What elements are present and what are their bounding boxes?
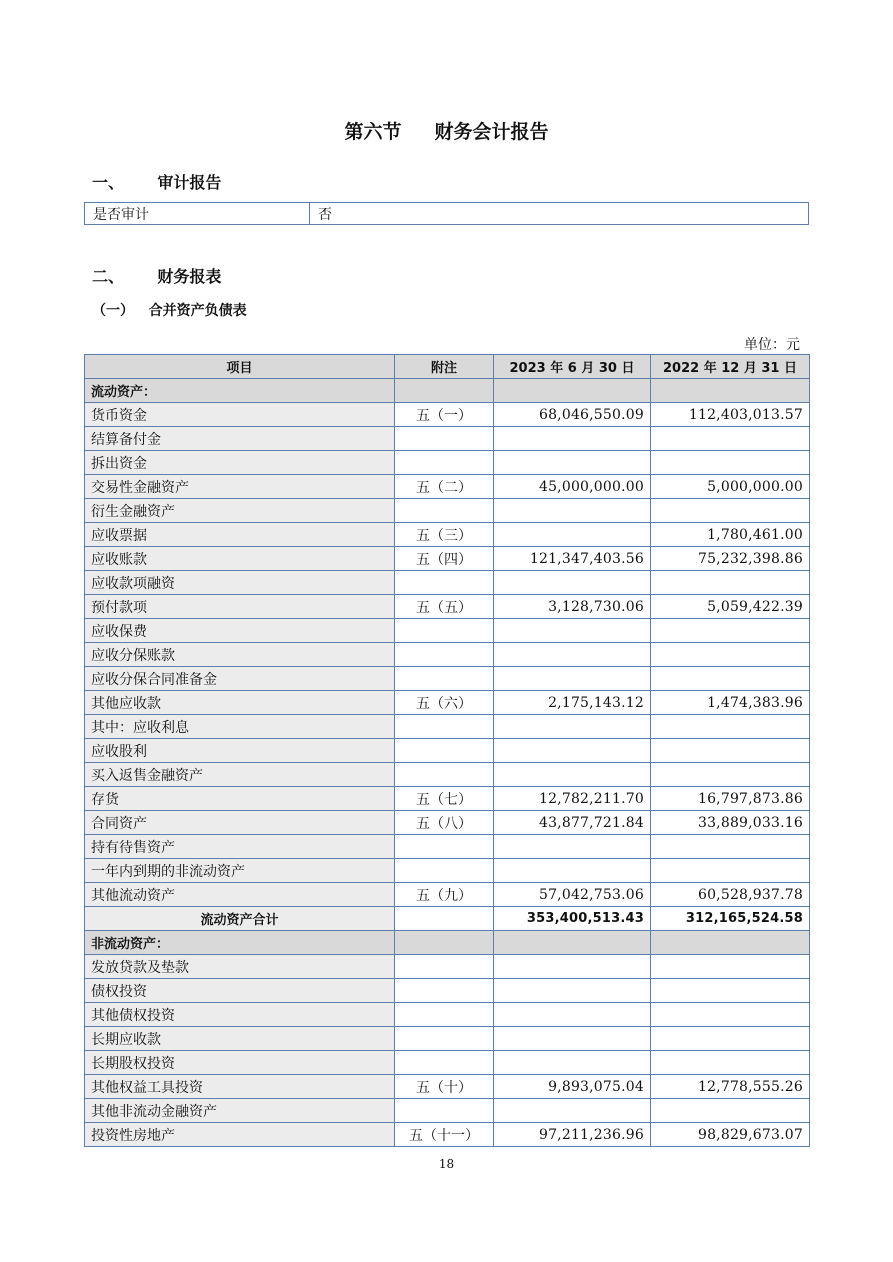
row-value-2023: 97,211,236.96 xyxy=(494,1123,651,1147)
row-label: 结算备付金 xyxy=(85,427,395,451)
table-body xyxy=(85,379,810,1147)
table-row xyxy=(85,1099,810,1123)
table-row xyxy=(85,1051,810,1075)
row-label: 持有待售资产 xyxy=(85,835,395,859)
row-note xyxy=(395,739,494,763)
row-value-2022 xyxy=(651,1051,810,1075)
row-value-2022: 1,474,383.96 xyxy=(651,691,810,715)
row-value-2022 xyxy=(651,715,810,739)
row-value-2022: 33,889,033.16 xyxy=(651,811,810,835)
row-note: 五（十一） xyxy=(395,1123,494,1147)
row-label: 其他债权投资 xyxy=(85,1003,395,1027)
row-note xyxy=(395,1051,494,1075)
row-value-2022: 16,797,873.86 xyxy=(651,787,810,811)
row-label: 其他应收款 xyxy=(85,691,395,715)
row-note xyxy=(395,1003,494,1027)
audit-table xyxy=(84,202,809,225)
row-value-2023 xyxy=(494,379,651,403)
row-value-2023 xyxy=(494,931,651,955)
row-value-2022 xyxy=(651,955,810,979)
row-note xyxy=(395,1027,494,1051)
row-value-2023 xyxy=(494,451,651,475)
table-header-row xyxy=(85,355,810,379)
row-value-2022 xyxy=(651,763,810,787)
row-label: 应收保费 xyxy=(85,619,395,643)
row-label: 交易性金融资产 xyxy=(85,475,395,499)
balance-sheet-table xyxy=(84,354,810,1147)
section-heading-audit: 一、 审计报告 xyxy=(92,173,222,192)
row-note xyxy=(395,955,494,979)
row-label: 应收款项融资 xyxy=(85,571,395,595)
row-note: 五（七） xyxy=(395,787,494,811)
row-label: 应收分保账款 xyxy=(85,643,395,667)
row-label: 流动资产： xyxy=(85,379,395,403)
table-row xyxy=(85,619,810,643)
row-note xyxy=(395,859,494,883)
row-note xyxy=(395,379,494,403)
row-value-2022: 5,000,000.00 xyxy=(651,475,810,499)
row-label: 买入返售金融资产 xyxy=(85,763,395,787)
row-note xyxy=(395,571,494,595)
row-value-2022 xyxy=(651,931,810,955)
row-label: 长期应收款 xyxy=(85,1027,395,1051)
row-label: 应收账款 xyxy=(85,547,395,571)
row-value-2023: 68,046,550.09 xyxy=(494,403,651,427)
row-value-2022 xyxy=(651,739,810,763)
row-value-2022: 312,165,524.58 xyxy=(651,907,810,931)
row-note xyxy=(395,835,494,859)
row-value-2022 xyxy=(651,379,810,403)
row-value-2022: 12,778,555.26 xyxy=(651,1075,810,1099)
row-label: 其他流动资产 xyxy=(85,883,395,907)
row-value-2023: 3,128,730.06 xyxy=(494,595,651,619)
row-value-2022: 98,829,673.07 xyxy=(651,1123,810,1147)
row-value-2023: 121,347,403.56 xyxy=(494,547,651,571)
table-row xyxy=(85,1123,810,1147)
row-value-2023 xyxy=(494,739,651,763)
row-note xyxy=(395,931,494,955)
table-row xyxy=(85,811,810,835)
table-row xyxy=(85,715,810,739)
row-value-2023 xyxy=(494,667,651,691)
table-row xyxy=(85,595,810,619)
row-note xyxy=(395,979,494,1003)
row-label: 应收股利 xyxy=(85,739,395,763)
row-value-2023 xyxy=(494,859,651,883)
table-row xyxy=(85,883,810,907)
row-note: 五（八） xyxy=(395,811,494,835)
page-title: 第六节 财务会计报告 xyxy=(344,121,549,143)
row-note: 五（三） xyxy=(395,523,494,547)
row-label: 投资性房地产 xyxy=(85,1123,395,1147)
row-label: 长期股权投资 xyxy=(85,1051,395,1075)
row-label: 货币资金 xyxy=(85,403,395,427)
row-label: 债权投资 xyxy=(85,979,395,1003)
row-value-2022: 5,059,422.39 xyxy=(651,595,810,619)
row-note xyxy=(395,667,494,691)
row-value-2023 xyxy=(494,1099,651,1123)
table-row xyxy=(85,955,810,979)
row-value-2022: 112,403,013.57 xyxy=(651,403,810,427)
row-label: 其中：应收利息 xyxy=(85,715,395,739)
table-row xyxy=(85,835,810,859)
row-label: 合同资产 xyxy=(85,811,395,835)
table-row xyxy=(85,787,810,811)
row-note xyxy=(395,1099,494,1123)
row-value-2023 xyxy=(494,1051,651,1075)
table-row xyxy=(85,931,810,955)
row-label: 存货 xyxy=(85,787,395,811)
row-note xyxy=(395,619,494,643)
row-value-2023 xyxy=(494,763,651,787)
section-heading-statements: 二、 财务报表 xyxy=(92,267,222,286)
table-row xyxy=(85,403,810,427)
row-value-2023 xyxy=(494,619,651,643)
audit-label: 是否审计 xyxy=(85,203,310,225)
header-item: 项目 xyxy=(85,355,395,379)
row-value-2023 xyxy=(494,835,651,859)
row-note xyxy=(395,499,494,523)
row-value-2022: 75,232,398.86 xyxy=(651,547,810,571)
table-row xyxy=(85,667,810,691)
row-note: 五（一） xyxy=(395,403,494,427)
row-value-2023 xyxy=(494,955,651,979)
row-note xyxy=(395,715,494,739)
row-value-2023 xyxy=(494,571,651,595)
row-note xyxy=(395,427,494,451)
row-note: 五（五） xyxy=(395,595,494,619)
row-value-2023 xyxy=(494,523,651,547)
row-label: 流动资产合计 xyxy=(85,907,395,931)
table-row xyxy=(85,451,810,475)
unit-label: 单位：元 xyxy=(744,337,800,353)
row-label: 拆出资金 xyxy=(85,451,395,475)
table-row xyxy=(85,499,810,523)
table-row xyxy=(85,547,810,571)
table-row xyxy=(85,691,810,715)
row-value-2023 xyxy=(494,643,651,667)
table-row xyxy=(85,907,810,931)
row-label: 发放贷款及垫款 xyxy=(85,955,395,979)
subsection-heading-balance-sheet: （一） 合并资产负债表 xyxy=(92,303,247,319)
table-row xyxy=(85,1003,810,1027)
table-row xyxy=(85,571,810,595)
row-value-2023: 12,782,211.70 xyxy=(494,787,651,811)
row-note: 五（九） xyxy=(395,883,494,907)
row-label: 衍生金融资产 xyxy=(85,499,395,523)
table-row xyxy=(85,763,810,787)
row-label: 其他权益工具投资 xyxy=(85,1075,395,1099)
row-label: 其他非流动金融资产 xyxy=(85,1099,395,1123)
table-row xyxy=(85,475,810,499)
header-2023: 2023 年 6 月 30 日 xyxy=(494,355,651,379)
row-note xyxy=(395,763,494,787)
row-note xyxy=(395,643,494,667)
table-row xyxy=(85,427,810,451)
row-label: 应收票据 xyxy=(85,523,395,547)
table-row xyxy=(85,1075,810,1099)
row-value-2023: 353,400,513.43 xyxy=(494,907,651,931)
row-label: 预付款项 xyxy=(85,595,395,619)
audit-row xyxy=(85,203,809,225)
row-value-2022 xyxy=(651,859,810,883)
row-value-2023 xyxy=(494,979,651,1003)
row-value-2022 xyxy=(651,499,810,523)
table-row xyxy=(85,859,810,883)
row-note: 五（六） xyxy=(395,691,494,715)
row-value-2022 xyxy=(651,1099,810,1123)
table-row xyxy=(85,979,810,1003)
row-value-2023 xyxy=(494,1027,651,1051)
row-value-2022 xyxy=(651,619,810,643)
audit-value: 否 xyxy=(310,203,809,225)
table-row xyxy=(85,643,810,667)
row-value-2023: 45,000,000.00 xyxy=(494,475,651,499)
row-value-2022 xyxy=(651,835,810,859)
row-value-2022 xyxy=(651,1027,810,1051)
row-value-2023: 43,877,721.84 xyxy=(494,811,651,835)
row-note xyxy=(395,907,494,931)
row-value-2023 xyxy=(494,427,651,451)
row-value-2023: 9,893,075.04 xyxy=(494,1075,651,1099)
row-value-2023: 2,175,143.12 xyxy=(494,691,651,715)
row-value-2022 xyxy=(651,1003,810,1027)
row-value-2023 xyxy=(494,499,651,523)
row-value-2023: 57,042,753.06 xyxy=(494,883,651,907)
header-2022: 2022 年 12 月 31 日 xyxy=(651,355,810,379)
row-label: 非流动资产： xyxy=(85,931,395,955)
header-note: 附注 xyxy=(395,355,494,379)
row-note: 五（十） xyxy=(395,1075,494,1099)
table-row xyxy=(85,739,810,763)
row-note xyxy=(395,451,494,475)
row-value-2022: 1,780,461.00 xyxy=(651,523,810,547)
row-note: 五（四） xyxy=(395,547,494,571)
row-value-2022 xyxy=(651,979,810,1003)
row-value-2022 xyxy=(651,451,810,475)
row-label: 一年内到期的非流动资产 xyxy=(85,859,395,883)
page-number: 18 xyxy=(438,1157,455,1171)
row-value-2022 xyxy=(651,667,810,691)
row-value-2022 xyxy=(651,643,810,667)
table-row xyxy=(85,523,810,547)
row-note: 五（二） xyxy=(395,475,494,499)
table-row xyxy=(85,1027,810,1051)
row-value-2022: 60,528,937.78 xyxy=(651,883,810,907)
row-label: 应收分保合同准备金 xyxy=(85,667,395,691)
row-value-2022 xyxy=(651,571,810,595)
row-value-2023 xyxy=(494,1003,651,1027)
row-value-2022 xyxy=(651,427,810,451)
row-value-2023 xyxy=(494,715,651,739)
table-row xyxy=(85,379,810,403)
